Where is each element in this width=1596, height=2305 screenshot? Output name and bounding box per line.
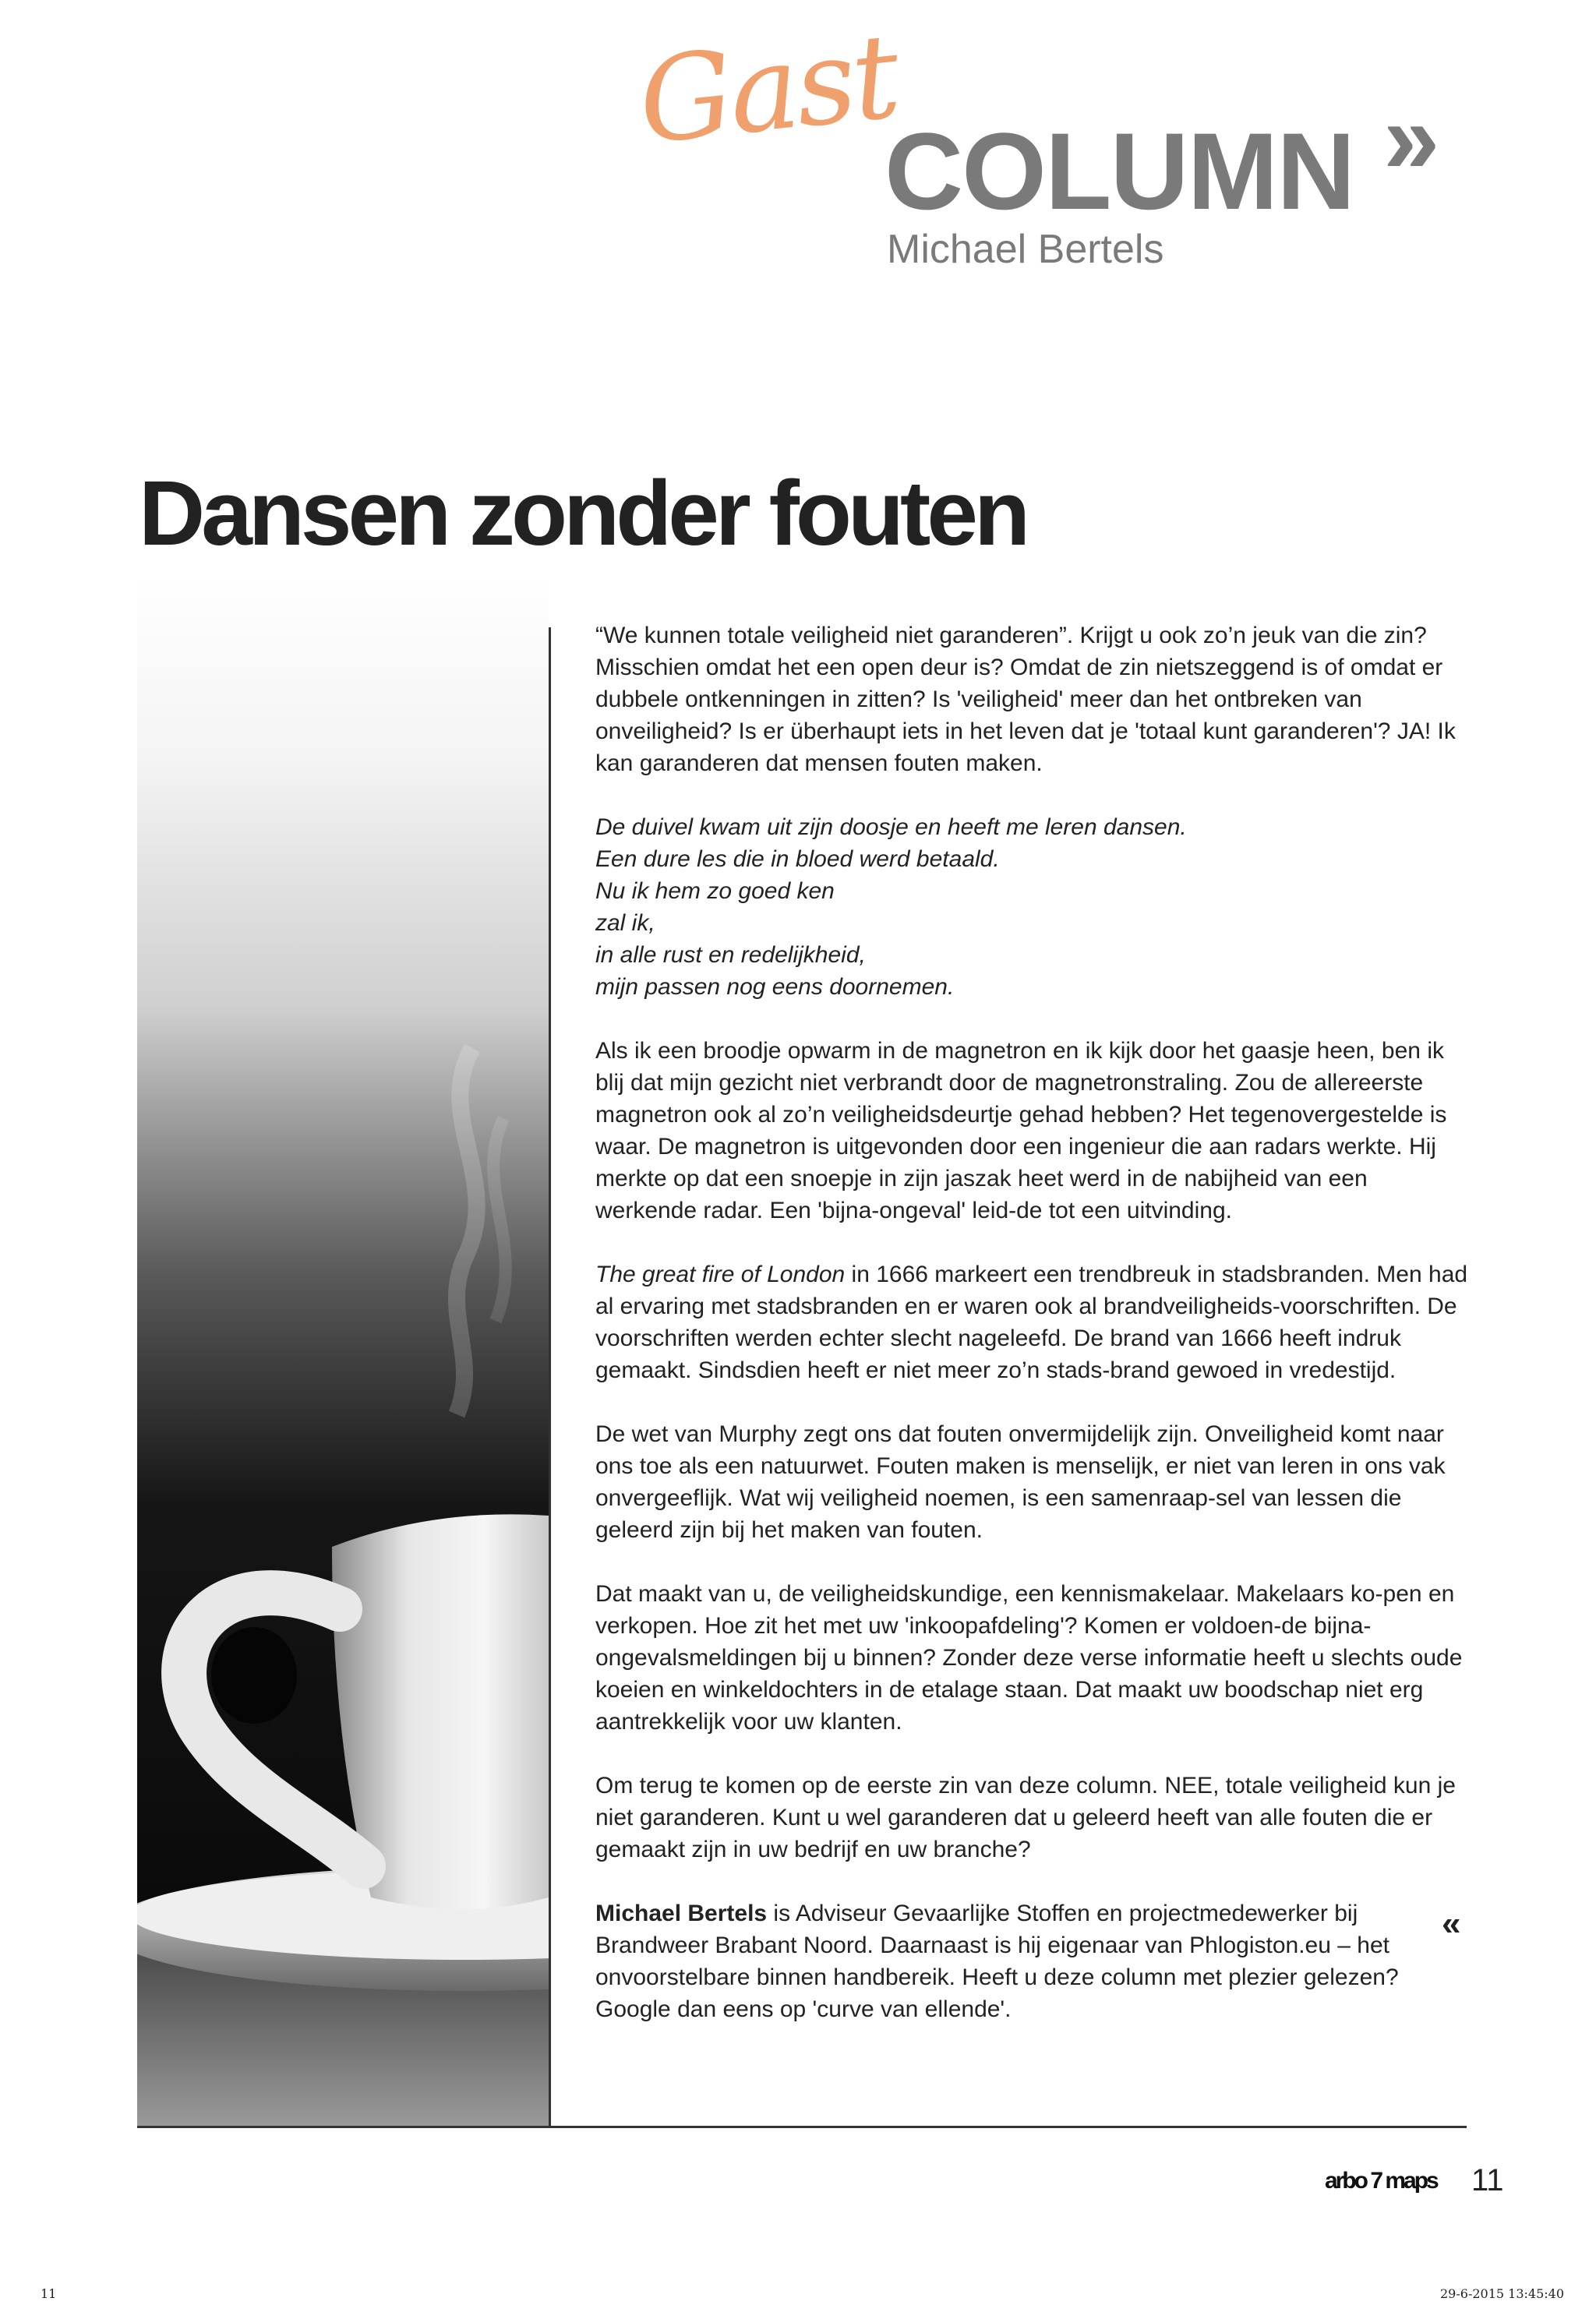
end-mark-icon: « bbox=[1442, 1904, 1461, 1943]
poem-line: in alle rust en redelijkheid, bbox=[595, 942, 866, 968]
author-bio bbox=[595, 1897, 1468, 2025]
page-number: 11 bbox=[1471, 2163, 1504, 2197]
paragraph-1: “We kunnen totale veiligheid niet garanderen”. Krijgt u ook zo’n jeuk van die zin? Misschien omdat het een open deur is? Omdat de zin nietszeggend is of omdat er dubbele ontkenningen in zitten? Is 'veiligheid' meer dan het ontbreken van onveiligheid? Is er überhaupt iets in het leven dat je 'totaal kunt garanderen'? JA! Ik kan garanderen dat mensen fouten maken. bbox=[595, 623, 1456, 776]
print-page-marker: 11 bbox=[41, 2286, 57, 2301]
bio-text: is Adviseur Gevaarlijke Stoffen en projectmedewerker bij Brandweer Brabant Noord. Daarnaast is hij eigenaar van Phlogiston.eu – het onvoorstelbare binnen handbereik. Heeft u deze column met plezier gelezen? Google dan eens op 'curve van ellende'. bbox=[595, 1901, 1399, 2022]
great-fire-title: The great fire of London bbox=[595, 1262, 846, 1287]
article-title: Dansen zonder fouten bbox=[139, 462, 1027, 565]
paragraph-4-text: in 1666 markeert een trendbreuk in stadsbranden. Men had al ervaring met stadsbranden en er waren ook al brandveiligheids-voorschriften. De voorschriften werden echter slecht nageleefd. De brand van 1666 heeft indruk gemaakt. Sindsdien heeft er niet meer zo’n stads-brand gewoed in vredestijd. bbox=[595, 1262, 1468, 1383]
paragraph-5: De wet van Murphy zegt ons dat fouten onvermijdelijk zijn. Onveiligheid komt naar ons toe als een natuurwet. Fouten maken is menselijk, er niet van leren in ons vak onvergeeflijk. Wat wij veiligheid noemen, is een samenraap-sel van lessen die geleerd zijn bij het maken van fouten. bbox=[595, 1421, 1446, 1543]
bottom-divider bbox=[137, 2126, 1467, 2128]
column-heading: COLUMN bbox=[885, 110, 1354, 232]
poem-line: mijn passen nog eens doornemen. bbox=[595, 974, 955, 1000]
poem-line: De duivel kwam uit zijn doosje en heeft me leren dansen. bbox=[595, 814, 1187, 840]
gast-script-logo: Gast bbox=[632, 9, 903, 171]
poem-line: Een dure les die in bloed werd betaald. bbox=[595, 846, 1000, 872]
coffee-cup-photo bbox=[137, 573, 549, 2127]
article-body bbox=[595, 619, 1468, 2057]
bio-name: Michael Bertels bbox=[595, 1901, 768, 1926]
author-name: Michael Bertels bbox=[887, 227, 1164, 272]
magazine-logo: arbo 7 maps bbox=[1325, 2168, 1437, 2194]
poem-line: Nu ik hem zo goed ken bbox=[595, 878, 835, 904]
print-timestamp: 29-6-2015 13:45:40 bbox=[1440, 2286, 1565, 2301]
poem bbox=[595, 811, 1468, 1003]
vertical-divider bbox=[549, 627, 551, 2127]
paragraph-3: Als ik een broodje opwarm in de magnetron en ik kijk door het gaasje heen, ben ik blij dat mijn gezicht niet verbrandt door de magnetronstraling. Zou de allereerste magnetron ook al zo’n veiligheidsdeurtje gehad hebben? Het tegenovergestelde is waar. De magnetron is uitgevonden door een ingenieur die aan radars werkte. Hij merkte op dat een snoepje in zijn jaszak heet werd in de nabijheid van een werkende radar. Een 'bijna-ongeval' leid-de tot een uitvinding. bbox=[595, 1038, 1447, 1223]
double-chevron-icon: » bbox=[1383, 81, 1440, 195]
paragraph-4 bbox=[595, 1258, 1468, 1386]
paragraph-7: Om terug te komen op de eerste zin van deze column. NEE, totale veiligheid kun je niet garanderen. Kunt u wel garanderen dat u geleerd heeft van alle fouten die er gemaakt zijn in uw bedrijf en uw branche? bbox=[595, 1773, 1456, 1862]
paragraph-6: Dat maakt van u, de veiligheidskundige, een kennismakelaar. Makelaars ko-pen en verkopen. Hoe zit het met uw 'inkoopafdeling'? Komen er voldoen-de bijna-ongevalsmeldingen bij u binnen? Zonder deze verse informatie heeft u slechts oude koeien en winkeldochters in de etalage staan. Dat maakt uw boodschap niet erg aantrekkelijk voor uw klanten. bbox=[595, 1581, 1463, 1735]
poem-line: zal ik, bbox=[595, 910, 655, 936]
